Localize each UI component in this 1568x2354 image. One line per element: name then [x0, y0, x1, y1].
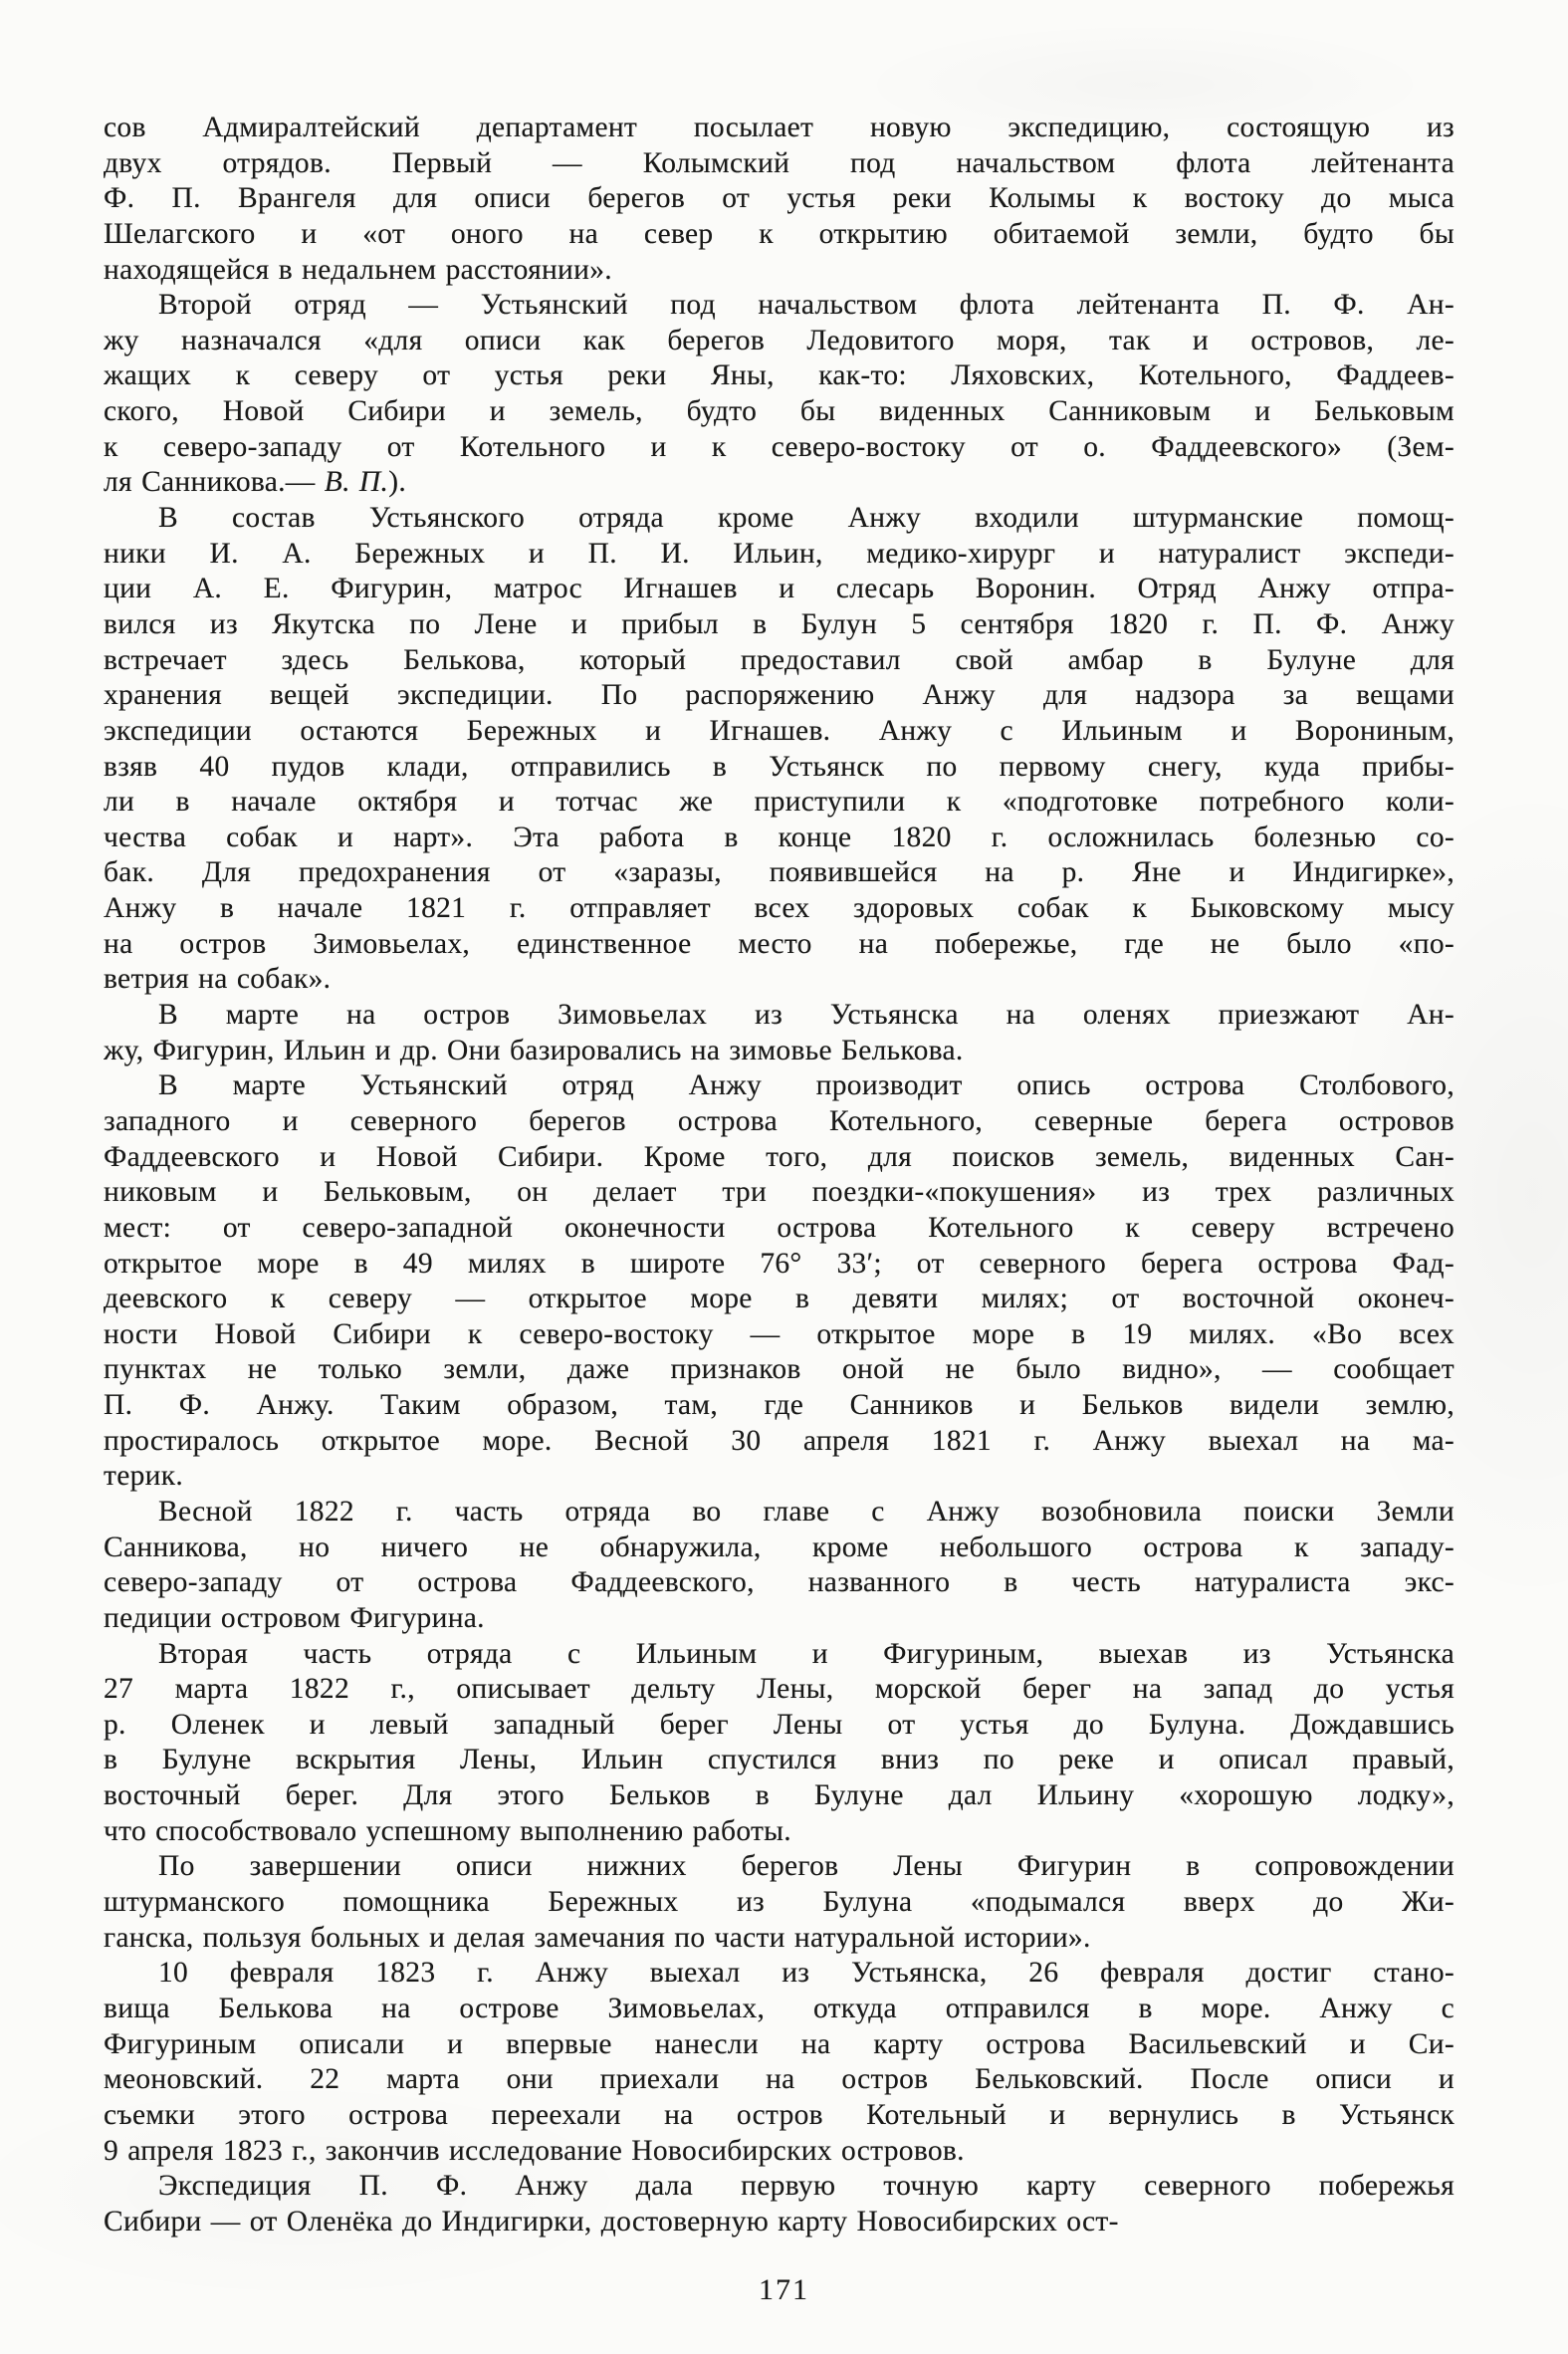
text-line: двух отрядов. Первый — Колымский под начальством флота лейтенанта	[104, 146, 1455, 179]
text-line: взяв 40 пудов клади, отправились в Устьянск по первому снегу, куда прибы-	[104, 750, 1455, 783]
text-line: северо-западу от острова Фаддеевского, названного в честь натуралиста экс-	[104, 1566, 1455, 1599]
text-line: деевского к северу — открытое море в девяти милях; от восточной оконеч-	[104, 1283, 1455, 1315]
paragraph	[104, 1495, 1455, 1637]
paragraph	[104, 2169, 1455, 2239]
text-line: в Булуне вскрытия Лены, Ильин спустился вниз по реке и описал правый,	[104, 1744, 1455, 1776]
paragraph	[104, 288, 1455, 501]
text-line: Фигуриным описали и впервые нанесли на карту острова Васильевский и Си-	[104, 2027, 1455, 2060]
text-line: меоновский. 22 марта они приехали на остров Бельковский. После описи и	[104, 2063, 1455, 2096]
text-line: ганска, пользуя больных и делая замечания по части натуральной истории».	[104, 1921, 1091, 1954]
text-line: Ф. П. Врангеля для описи берегов от устья реки Колымы к востоку до мыса	[104, 182, 1455, 215]
text-line: Вторая часть отряда с Ильиным и Фигуриным, выехав из Устьянска	[158, 1637, 1455, 1670]
body-text	[104, 111, 1455, 2239]
paragraph	[104, 111, 1455, 288]
text-line: открытое море в 49 милях в широте 76° 33′; от северного берега острова Фад-	[104, 1247, 1455, 1280]
text-line: жащих к северу от устья реки Яны, как-то: Ляховских, Котельного, Фаддеев-	[104, 359, 1455, 392]
text-line: вища Белькова на острове Зимовьелах, откуда отправился в море. Анжу с	[104, 1992, 1455, 2024]
text-line: В марте на остров Зимовьелах из Устьянска на оленях приезжают Ан-	[158, 999, 1455, 1032]
text-line: Весной 1822 г. часть отряда во главе с Анжу возобновила поиски Земли	[158, 1495, 1455, 1528]
text-line: ля Санникова.— В. П.).	[104, 466, 407, 499]
text-line: к северо-западу от Котельного и к северо-востоку от о. Фаддеевского» (Зем-	[104, 430, 1455, 463]
text-line: чества собак и нарт». Эта работа в конце 1820 г. осложнилась болезнью со-	[104, 821, 1455, 853]
text-line: что способствовало успешному выполнению работы.	[104, 1814, 791, 1847]
text-line: на остров Зимовьелах, единственное место на побережье, где не было «по-	[104, 927, 1455, 960]
text-line: П. Ф. Анжу. Таким образом, там, где Санников и Бельков видели землю,	[104, 1389, 1455, 1422]
text-line: Сибири — от Оленёка до Индигирки, достоверную карту Новосибирских ост-	[104, 2205, 1119, 2237]
text-line: Второй отряд — Устьянский под начальством флота лейтенанта П. Ф. Ан-	[158, 289, 1455, 322]
text-line: простиралось открытое море. Весной 30 апреля 1821 г. Анжу выехал на ма-	[104, 1424, 1455, 1457]
text-line: ники И. А. Бережных и П. И. Ильин, медико-хирург и натуралист экспеди-	[104, 537, 1455, 570]
text-line: сов Адмиралтейский департамент посылает новую экспедицию, состоящую из	[104, 112, 1455, 143]
paragraph	[104, 501, 1455, 998]
text-line: ности Новой Сибири к северо-востоку — открытое море в 19 милях. «Во всех	[104, 1317, 1455, 1350]
paragraph	[104, 1956, 1455, 2169]
text-line: мест: от северо-западной оконечности острова Котельного к северу встречено	[104, 1211, 1455, 1244]
text-line: Экспедиция П. Ф. Анжу дала первую точную карту северного побережья	[158, 2170, 1455, 2203]
text-line: 9 апреля 1823 г., закончив исследование Новосибирских островов.	[104, 2134, 965, 2167]
text-line: встречает здесь Белькова, который предоставил свой амбар в Булуне для	[104, 643, 1455, 676]
paragraph	[104, 1068, 1455, 1495]
text-line: 10 февраля 1823 г. Анжу выехал из Устьянска, 26 февраля достиг стано-	[158, 1957, 1455, 1990]
text-line: экспедиции остаются Бережных и Игнашев. Анжу с Ильиным и Ворониным,	[104, 714, 1455, 747]
page-footer	[0, 2273, 1568, 2307]
text-line: 27 марта 1822 г., описывает дельту Лены, морской берег на запад до устья	[104, 1673, 1455, 1706]
text-line: штурманского помощника Бережных из Булуна «подымался вверх до Жи-	[104, 1886, 1455, 1919]
text-line: западного и северного берегов острова Котельного, северные берега островов	[104, 1104, 1455, 1137]
text-line: Шелагского и «от оного на север к открытию обитаемой земли, будто бы	[104, 217, 1455, 250]
text-line: педиции островом Фигурина.	[104, 1601, 485, 1634]
text-line: терик.	[104, 1460, 184, 1493]
paragraph	[104, 998, 1455, 1068]
page-number: 171	[759, 2273, 809, 2306]
text-line: вился из Якутска по Лене и прибыл в Булун 5 сентября 1820 г. П. Ф. Анжу	[104, 607, 1455, 640]
text-line: никовым и Бельковым, он делает три поездки-«покушения» из трех различных	[104, 1176, 1455, 1209]
text-line: хранения вещей экспедиции. По распоряжению Анжу для надзора за вещами	[104, 679, 1455, 712]
text-line: бак. Для предохранения от «заразы, появившейся на р. Яне и Индигирке»,	[104, 856, 1455, 889]
text-line: ли в начале октября и тотчас же приступили к «подготовке потребного коли-	[104, 786, 1455, 819]
text-line: В состав Устьянского отряда кроме Анжу входили штурманские помощ-	[158, 502, 1455, 535]
paragraph	[104, 1849, 1455, 1956]
text-line: жу назначался «для описи как берегов Ледовитого моря, так и островов, ле-	[104, 324, 1455, 356]
text-line: р. Оленек и левый западный берег Лены от устья до Булуна. Дождавшись	[104, 1708, 1455, 1741]
text-line: В марте Устьянский отряд Анжу производит опись острова Столбового,	[158, 1069, 1455, 1102]
text-line: Анжу в начале 1821 г. отправляет всех здоровых собак к Быковскому мысу	[104, 892, 1455, 925]
text-line: По завершении описи нижних берегов Лены Фигурин в сопровождении	[158, 1850, 1455, 1883]
text-line: восточный берег. Для этого Бельков в Булуне дал Ильину «хорошую лодку»,	[104, 1779, 1455, 1812]
text-line: ции А. Е. Фигурин, матрос Игнашев и слесарь Воронин. Отряд Анжу отпра-	[104, 573, 1455, 605]
text-line: Фаддеевского и Новой Сибири. Кроме того, для поисков земель, виденных Сан-	[104, 1140, 1455, 1173]
text-line: пунктах не только земли, даже признаков оной не было видно», — сообщает	[104, 1353, 1455, 1386]
text-line: находящейся в недальнем расстоянии».	[104, 253, 612, 286]
text-line: ветрия на собак».	[104, 963, 332, 996]
paragraph	[104, 1637, 1455, 1850]
text-line: съемки этого острова переехали на остров Котельный и вернулись в Устьянск	[104, 2098, 1455, 2131]
text-line: ского, Новой Сибири и земель, будто бы виденных Санниковым и Бельковым	[104, 395, 1455, 428]
text-line: жу, Фигурин, Ильин и др. Они базировались на зимовье Белькова.	[104, 1034, 964, 1066]
text-line: Санникова, но ничего не обнаружила, кроме небольшого острова к западу-	[104, 1530, 1455, 1563]
